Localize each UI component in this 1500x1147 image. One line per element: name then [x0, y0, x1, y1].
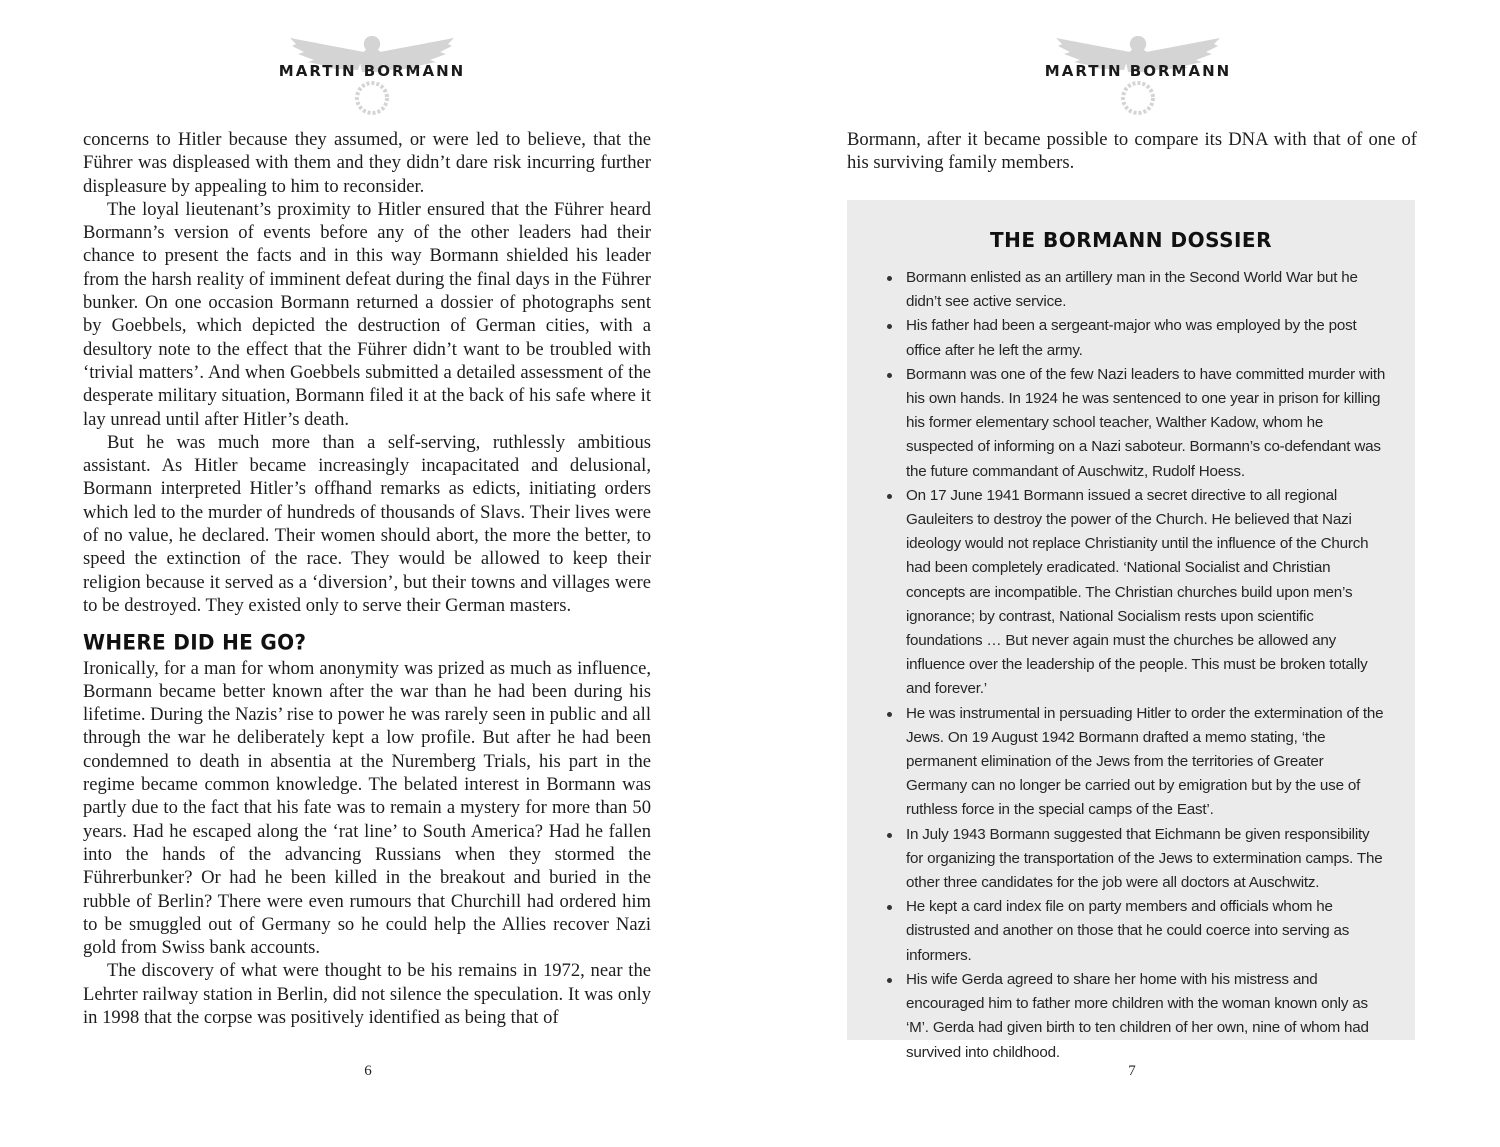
running-head: [1028, 28, 1248, 118]
paragraph: concerns to Hitler because they assumed, or were led to believe, that the Führer was displeased with them and they didn’t dare risk incurring further displeasure by appealing to him to reconsider.: [83, 129, 651, 197]
paragraph: But he was much more than a self-serving, ruthlessly ambitious assistant. As Hitler became increasingly incapacitated and delusional, Bormann interpreted Hitler’s offhand remarks as edicts, initiating orders which led to the murder of hundreds of thousands of Slavs. Their lives were of no value, he declared. Their women should abort, the more the better, to speed the extinction of the race. They would be allowed to keep their religion because it served as a ‘diversion’, but their towns and villages were to be destroyed. They existed only to serve their German masters.: [83, 431, 651, 616]
list-item: He kept a card index file on party members and officials whom he distrusted and another on those that he could coerce into serving as informers.: [869, 895, 1387, 968]
left-page-body: [83, 128, 651, 1029]
running-head-title: MARTIN BORMANN: [278, 62, 466, 80]
dossier-sidebar: [847, 200, 1415, 1061]
list-item: He was instrumental in persuading Hitler to order the extermination of the Jews. On 19 August 1942 Bormann drafted a memo stating, ‘the permanent elimination of the Jews from the territories of Greater Germany can no longer be carried out by emigration but by the use of ruthless force in the special camps of the East’.: [869, 702, 1387, 823]
sidebar-title: THE BORMANN DOSSIER: [990, 228, 1272, 252]
paragraph: Bormann, after it became possible to compare its DNA with that of one of his surviving family members.: [847, 129, 1417, 174]
running-head: [262, 28, 482, 118]
list-item: Bormann enlisted as an artillery man in the Second World War but he didn’t see active service.: [869, 266, 1387, 314]
paragraph: The loyal lieutenant’s proximity to Hitler ensured that the Führer heard Bormann’s version of events before any of the other leaders had their chance to present the facts and in this way Bormann shielded his leader from the harsh reality of imminent defeat during the final days in the Führer bunker. On one occasion Bormann returned a dossier of photographs sent by Goebbels, which depicted the destruction of German cities, with a desultory note to the effect that the Führer didn’t want to be troubled with ‘trivial matters’. And when Goebbels submitted a detailed assessment of the desperate military situation, Bormann filed it at the back of his safe where it lay unread until after Hitler’s death.: [83, 198, 651, 430]
dossier-list: [847, 266, 1415, 1065]
list-item: On 17 June 1941 Bormann issued a secret directive to all regional Gauleiters to destroy the power of the Church. He believed that Nazi ideology would not replace Christianity until the influence of the Church had been completely eradicated. ‘National Socialist and Christian concepts are incompatible. The Christian churches build upon men’s ignorance; by contrast, National Socialism rests upon scientific foundations … But never again must the churches be allowed any influence over the leadership of the people. This must be broken totally and forever.’: [869, 484, 1387, 702]
list-item: In July 1943 Bormann suggested that Eichmann be given responsibility for organizing the transportation of the Jews to extermination camps. The other three candidates for the job were all doctors at Auschwitz.: [869, 823, 1387, 896]
paragraph: The discovery of what were thought to be his remains in 1972, near the Lehrter railway station in Berlin, did not silence the speculation. It was only in 1998 that the corpse was positively identified as being that of: [83, 960, 651, 1028]
list-item: His father had been a sergeant-major who was employed by the post office after he left the army.: [869, 314, 1387, 362]
right-page-body: [847, 128, 1417, 175]
list-item: Bormann was one of the few Nazi leaders to have committed murder with his own hands. In 1924 he was sentenced to one year in prison for killing his former elementary school teacher, Walther Kadow, whom he suspected of informing on a Nazi saboteur. Bormann’s co-defendant was the future commandant of Auschwitz, Rudolf Hoess.: [869, 363, 1387, 484]
paragraph: Ironically, for a man for whom anonymity was prized as much as influence, Bormann became better known after the war than he had been during his lifetime. During the Nazis’ rise to power he was rarely seen in public and all through the war he deliberately kept a low profile. But after he had been condemned to death in absentia at the Nuremberg Trials, his part in the regime became common knowledge. The belated interest in Bormann was partly due to the fact that his fate was to remain a mystery for more than 50 years. Had he escaped along the ‘rat line’ to South America? Had he fallen into the hands of the advancing Russians when they stormed the Führerbunker? Or had he been killed in the breakout and buried in the rubble of Berlin? There were even rumours that Churchill had ordered him to be smuggled out of Germany so he could help the Allies recover Nazi gold from Swiss bank accounts.: [83, 657, 651, 959]
page-number: 6: [364, 1063, 372, 1079]
right-page: [750, 0, 1500, 1147]
section-heading: WHERE DID HE GO?: [83, 629, 307, 655]
list-item: His wife Gerda agreed to share her home with his mistress and encouraged him to father more children with the woman known only as ‘M’. Gerda had given birth to ten children of her own, nine of whom had survived into childhood.: [869, 968, 1387, 1065]
running-head-title: MARTIN BORMANN: [1044, 62, 1232, 80]
page-number: 7: [1128, 1063, 1136, 1079]
